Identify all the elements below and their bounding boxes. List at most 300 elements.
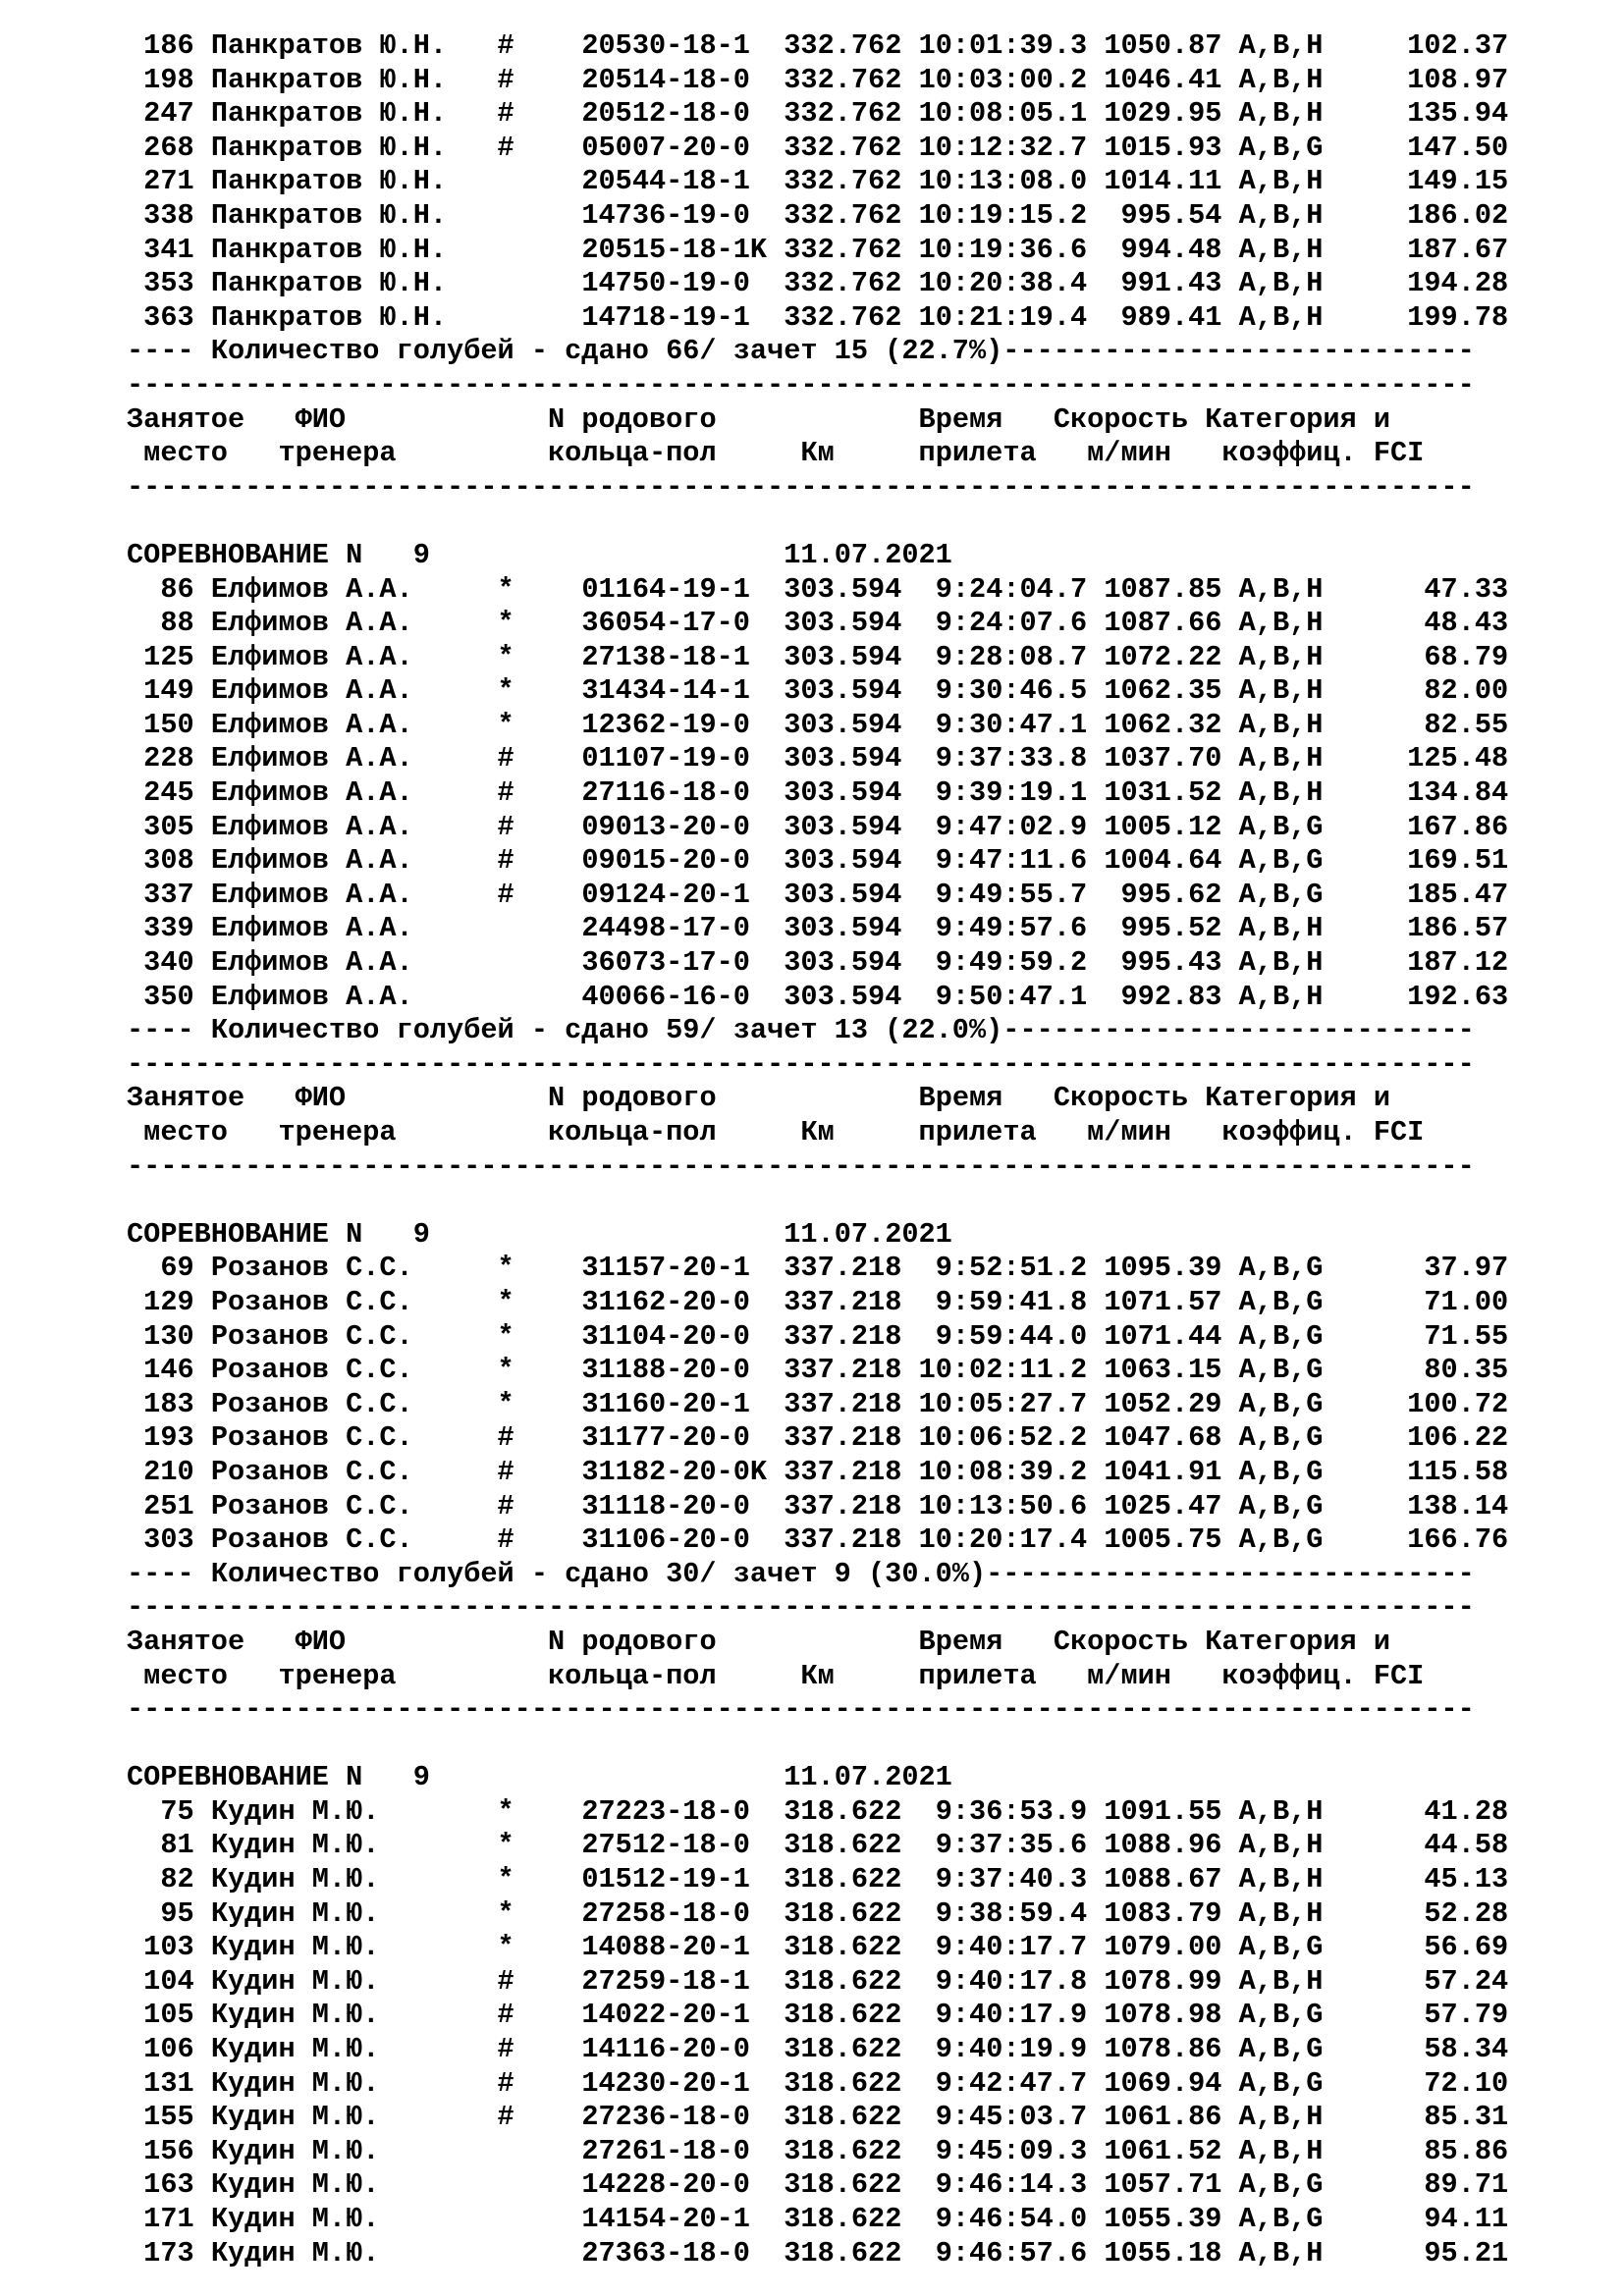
category: A,B,G: [1238, 1999, 1324, 2032]
spacer: [1087, 1320, 1104, 1353]
spacer: [1221, 2168, 1238, 2201]
mark: *: [497, 1829, 514, 1862]
ring-number: 09013-20-0: [581, 810, 768, 843]
fancier-name: Кудин М.Ю.: [210, 1829, 481, 1862]
spacer: [1087, 1490, 1104, 1522]
place: 131: [127, 2066, 194, 2100]
spacer: [514, 1320, 582, 1353]
spacer: [194, 1388, 211, 1420]
ring-number: 14088-20-1: [581, 1931, 768, 1964]
spacer: [767, 641, 784, 673]
spacer: [1323, 946, 1339, 979]
arrival-time: 9:24:04.7: [918, 572, 1088, 606]
spacer: [1087, 2168, 1104, 2201]
spacer: [480, 29, 497, 62]
spacer: [1221, 776, 1238, 809]
mark: *: [497, 708, 514, 741]
spacer: [901, 301, 918, 334]
spacer: [1087, 573, 1104, 606]
place: 149: [127, 674, 194, 708]
spacer: [514, 811, 582, 843]
spacer: [767, 811, 784, 843]
spacer: [1221, 1523, 1238, 1556]
ring-number: 36073-17-0: [581, 946, 768, 980]
arrival-time: 10:08:05.1: [918, 97, 1088, 131]
arrival-time: 10:12:32.7: [918, 131, 1088, 164]
fancier-name: Панкратов Ю.Н.: [210, 233, 481, 266]
spacer: [480, 1999, 497, 2031]
spacer: [1221, 844, 1238, 877]
spacer: [767, 1354, 784, 1386]
spacer: [514, 132, 582, 164]
spacer: [1323, 2168, 1339, 2201]
distance-km: 332.762: [784, 63, 902, 96]
place: 173: [127, 2236, 194, 2269]
spacer: [194, 1931, 211, 1963]
spacer: [1323, 811, 1339, 843]
competition-date: 11.07.2021: [784, 1217, 952, 1251]
place: 186: [127, 29, 194, 62]
spacer: [194, 776, 211, 809]
ring-number: 31118-20-0: [581, 1489, 768, 1522]
ring-number: 31106-20-0: [581, 1523, 768, 1557]
place: 339: [127, 912, 194, 945]
fci-coef: 135.94: [1339, 97, 1509, 131]
spacer: [480, 1931, 497, 1963]
fci-coef: 100.72: [1339, 1387, 1509, 1420]
speed: 1046.41: [1104, 63, 1222, 96]
spacer: [1221, 1795, 1238, 1828]
place: 106: [127, 2033, 194, 2066]
spacer: [1323, 2101, 1339, 2133]
result-row: [127, 1523, 1508, 1558]
spacer: [480, 199, 497, 232]
col-speed-heading: Скорость: [1053, 1082, 1189, 1115]
fci-coef: 199.78: [1339, 300, 1509, 334]
spacer: [194, 2168, 211, 2201]
ring-number: 31104-20-0: [581, 1319, 768, 1353]
fci-coef: 194.28: [1339, 267, 1509, 300]
result-row: [127, 1388, 1508, 1422]
result-row: [127, 1897, 1508, 1932]
spacer: [362, 1218, 412, 1251]
spacer: [901, 879, 918, 911]
spacer: [194, 2033, 211, 2065]
spacer: [194, 165, 211, 197]
mark: [498, 2168, 514, 2201]
spacer: [514, 29, 582, 62]
distance-km: 318.622: [784, 2033, 902, 2066]
col-fio-subheading: тренера: [278, 1659, 397, 1692]
spacer: [1221, 1354, 1238, 1386]
spacer: [480, 2033, 497, 2065]
col-speed-heading: Скорость: [1053, 402, 1189, 436]
speed: 1047.68: [1104, 1421, 1222, 1455]
spacer: [1323, 97, 1339, 130]
spacer: [1221, 879, 1238, 911]
col-place-heading: Занятое: [127, 402, 245, 436]
spacer: [1221, 2101, 1238, 2133]
spacer: [835, 1116, 919, 1148]
fci-coef: 134.84: [1339, 776, 1509, 810]
col-ring-subheading: кольца-пол: [548, 437, 717, 470]
spacer: [835, 1660, 919, 1692]
fci-coef: 52.28: [1339, 1896, 1509, 1930]
spacer: [346, 403, 548, 436]
spacer: [901, 2203, 918, 2235]
fancier-name: Розанов С.С.: [210, 1319, 481, 1353]
result-row: [127, 607, 1508, 641]
spacer: [362, 1761, 412, 1793]
ring-number: 31157-20-1: [581, 1252, 768, 1285]
place: 103: [127, 1931, 194, 1964]
distance-km: 318.622: [784, 2134, 902, 2167]
place: 95: [127, 1896, 194, 1930]
mark: #: [497, 131, 514, 164]
category: A,B,G: [1238, 1387, 1324, 1420]
fancier-name: Розанов С.С.: [210, 1354, 481, 1387]
result-row: [127, 234, 1508, 268]
spacer: [480, 2237, 497, 2269]
fancier-name: Кудин М.Ю.: [210, 1863, 481, 1896]
spacer: [1323, 1999, 1339, 2031]
spacer: [835, 437, 919, 469]
spacer: [1221, 1490, 1238, 1522]
spacer: [194, 811, 211, 843]
spacer: [1221, 2067, 1238, 2100]
place: 130: [127, 1319, 194, 1353]
spacer: [194, 1354, 211, 1386]
spacer: [1221, 1252, 1238, 1284]
spacer: [1323, 912, 1339, 944]
result-row: [127, 1456, 1508, 1490]
fci-coef: 47.33: [1339, 572, 1509, 606]
category: A,B,H: [1238, 2134, 1324, 2167]
ring-number: 27363-18-0: [581, 2236, 768, 2269]
category: A,B,H: [1238, 1863, 1324, 1896]
mark: *: [497, 1319, 514, 1353]
spacer: [1221, 1965, 1238, 1998]
category: A,B,H: [1238, 233, 1324, 266]
spacer: [767, 607, 784, 639]
competition-label: СОРЕВНОВАНИЕ N: [127, 538, 363, 571]
spacer: [480, 97, 497, 130]
spacer: [1221, 641, 1238, 673]
place: 308: [127, 844, 194, 878]
place: 155: [127, 2101, 194, 2134]
ring-number: 36054-17-0: [581, 607, 768, 640]
spacer: [901, 776, 918, 809]
spacer: [1221, 981, 1238, 1013]
place: 69: [127, 1252, 194, 1285]
spacer: [480, 912, 497, 944]
spacer: [514, 2203, 582, 2235]
spacer: [430, 1218, 784, 1251]
result-row: [127, 776, 1508, 811]
ring-number: 20514-18-0: [581, 63, 768, 96]
spacer: [1323, 1829, 1339, 1861]
spacer: [514, 1523, 582, 1556]
spacer: [346, 1082, 548, 1114]
spacer: [194, 742, 211, 774]
fancier-name: Елфимов А.А.: [210, 776, 481, 810]
arrival-time: 9:42:47.7: [918, 2066, 1088, 2100]
rule: --------------------------------------------------------------------------------: [127, 1693, 1475, 1727]
spacer: [194, 674, 211, 707]
result-row: [127, 2067, 1508, 2102]
spacer: [901, 1999, 918, 2031]
spacer: [194, 267, 211, 299]
speed: 1079.00: [1104, 1931, 1222, 1964]
fancier-name: Кудин М.Ю.: [210, 2033, 481, 2066]
spacer: [244, 1626, 295, 1658]
ring-number: 31182-20-0K: [581, 1455, 768, 1488]
spacer: [767, 674, 784, 707]
arrival-time: 9:50:47.1: [918, 980, 1088, 1013]
spacer: [767, 2203, 784, 2235]
col-cat-subheading: коэффиц. FCI: [1221, 1116, 1425, 1148]
spacer: [901, 234, 918, 266]
ring-number: 27258-18-0: [581, 1896, 768, 1930]
spacer: [767, 1999, 784, 2031]
spacer: [1087, 1421, 1104, 1454]
spacer: [1087, 811, 1104, 843]
spacer: [194, 912, 211, 944]
arrival-time: 9:40:17.8: [918, 1964, 1088, 1998]
mark: #: [497, 878, 514, 911]
spacer: [1221, 1931, 1238, 1963]
mark: [498, 981, 514, 1013]
fancier-name: Панкратов Ю.Н.: [210, 131, 481, 164]
spacer: [901, 2067, 918, 2100]
arrival-time: 9:30:47.1: [918, 708, 1088, 741]
arrival-time: 10:20:17.4: [918, 1523, 1088, 1557]
blank-line: [127, 1728, 1508, 1762]
spacer: [1002, 1082, 1053, 1114]
spacer: [767, 1965, 784, 1998]
spacer: [127, 1660, 143, 1692]
spacer: [194, 1523, 211, 1556]
ring-number: 40066-16-0: [581, 980, 768, 1013]
col-time-heading: Время: [918, 1625, 1003, 1658]
spacer: [767, 132, 784, 164]
speed: 1078.86: [1104, 2033, 1222, 2066]
spacer: [362, 539, 412, 571]
spacer: [1087, 2033, 1104, 2065]
spacer: [767, 981, 784, 1013]
mark: #: [497, 776, 514, 810]
col-cat-heading: Категория и: [1205, 402, 1391, 436]
col-place-subheading: место: [143, 1659, 228, 1692]
spacer: [228, 1116, 278, 1148]
fci-coef: 71.00: [1339, 1285, 1509, 1318]
rule: --------------------------------------------------------------------------------: [127, 368, 1475, 401]
speed: 1083.79: [1104, 1896, 1222, 1930]
spacer: [514, 165, 582, 197]
fci-coef: 169.51: [1339, 844, 1509, 878]
speed: 1072.22: [1104, 640, 1222, 673]
spacer: [1087, 607, 1104, 639]
distance-km: 318.622: [784, 2066, 902, 2100]
ring-number: 27512-18-0: [581, 1829, 768, 1862]
fci-coef: 115.58: [1339, 1455, 1509, 1488]
spacer: [1323, 1523, 1339, 1556]
place: 305: [127, 810, 194, 843]
distance-km: 303.594: [784, 708, 902, 741]
spacer: [194, 1965, 211, 1998]
ring-number: 01164-19-1: [581, 572, 768, 606]
speed: 1071.44: [1104, 1319, 1222, 1353]
result-row: [127, 1354, 1508, 1388]
mark: #: [497, 810, 514, 843]
spacer: [480, 2168, 497, 2201]
spacer: [1221, 97, 1238, 130]
distance-km: 337.218: [784, 1489, 902, 1522]
ring-number: 14154-20-1: [581, 2203, 768, 2235]
competition-date: 11.07.2021: [784, 538, 952, 571]
mark: *: [497, 572, 514, 606]
spacer: [1087, 641, 1104, 673]
spacer: [480, 742, 497, 774]
spacer: [1323, 267, 1339, 299]
distance-km: 337.218: [784, 1319, 902, 1353]
fci-coef: 56.69: [1339, 1931, 1509, 1964]
place: 146: [127, 1354, 194, 1387]
place: 247: [127, 97, 194, 131]
competition-line: [127, 539, 1508, 573]
ring-number: 14228-20-0: [581, 2168, 768, 2202]
ring-number: 01107-19-0: [581, 742, 768, 775]
spacer: [480, 1795, 497, 1828]
ring-number: 14718-19-1: [581, 300, 768, 334]
spacer: [194, 946, 211, 979]
fci-coef: 82.00: [1339, 674, 1509, 708]
spacer: [514, 607, 582, 639]
distance-km: 318.622: [784, 1794, 902, 1828]
arrival-time: 9:46:14.3: [918, 2168, 1088, 2202]
spacer: [1323, 1252, 1339, 1284]
speed: 1088.67: [1104, 1863, 1222, 1896]
spacer: [1087, 301, 1104, 334]
spacer: [480, 1829, 497, 1861]
speed: 1063.15: [1104, 1354, 1222, 1387]
distance-km: 337.218: [784, 1455, 902, 1488]
competition-label: СОРЕВНОВАНИЕ N: [127, 1217, 363, 1251]
fci-coef: 94.11: [1339, 2203, 1509, 2235]
result-row: [127, 1490, 1508, 1524]
distance-km: 318.622: [784, 1829, 902, 1862]
spacer: [717, 437, 801, 469]
fancier-name: Елфимов А.А.: [210, 946, 481, 980]
mark: #: [497, 742, 514, 775]
col-cat-heading: Категория и: [1205, 1625, 1391, 1658]
spacer: [1087, 234, 1104, 266]
fancier-name: Панкратов Ю.Н.: [210, 300, 481, 334]
spacer: [480, 776, 497, 809]
col-speed-subheading: м/мин: [1087, 1659, 1171, 1692]
distance-km: 337.218: [784, 1387, 902, 1420]
spacer: [1087, 1931, 1104, 1963]
spacer: [244, 1082, 295, 1114]
spacer: [514, 2101, 582, 2133]
arrival-time: 9:45:03.7: [918, 2101, 1088, 2134]
spacer: ----: [127, 1014, 211, 1047]
category: A,B,G: [1238, 1354, 1324, 1387]
spacer: [346, 1626, 548, 1658]
distance-km: 303.594: [784, 878, 902, 911]
spacer: [1087, 912, 1104, 944]
header-rule: [127, 1591, 1508, 1626]
spacer: [194, 607, 211, 639]
arrival-time: 9:37:33.8: [918, 742, 1088, 775]
spacer: [1221, 267, 1238, 299]
spacer: [767, 199, 784, 232]
rule: --------------------------------------------------------------------------------: [127, 1149, 1475, 1183]
fancier-name: Кудин М.Ю.: [210, 2168, 481, 2202]
spacer: [767, 709, 784, 741]
result-row: [127, 879, 1508, 913]
spacer: [1221, 132, 1238, 164]
fci-coef: 58.34: [1339, 2033, 1509, 2066]
distance-km: 337.218: [784, 1523, 902, 1557]
fci-coef: 85.86: [1339, 2134, 1509, 2167]
summary-line: [127, 1558, 1508, 1592]
spacer: [901, 1523, 918, 1556]
spacer: [480, 2067, 497, 2100]
spacer: [514, 1252, 582, 1284]
ring-number: 27236-18-0: [581, 2101, 768, 2134]
result-row: [127, 267, 1508, 301]
spacer: [767, 165, 784, 197]
fancier-name: Елфимов А.А.: [210, 640, 481, 673]
spacer: [767, 1863, 784, 1896]
place: 104: [127, 1964, 194, 1998]
place: 350: [127, 980, 194, 1013]
spacer: [901, 1320, 918, 1353]
mark: [498, 199, 514, 232]
mark: *: [497, 1387, 514, 1420]
ring-number: 05007-20-0: [581, 131, 768, 164]
distance-km: 332.762: [784, 131, 902, 164]
spacer: [194, 234, 211, 266]
spacer: [1323, 879, 1339, 911]
fancier-name: Кудин М.Ю.: [210, 2066, 481, 2100]
fci-coef: 48.43: [1339, 607, 1509, 640]
spacer: [767, 2033, 784, 2065]
distance-km: 303.594: [784, 607, 902, 640]
fci-coef: 68.79: [1339, 640, 1509, 673]
result-row: [127, 199, 1508, 234]
speed: 1091.55: [1104, 1794, 1222, 1828]
fancier-name: Кудин М.Ю.: [210, 2134, 481, 2167]
category: A,B,H: [1238, 674, 1324, 708]
spacer: [480, 844, 497, 877]
spacer: [901, 1354, 918, 1386]
rule: --------------------------------------------------------------------------------: [127, 470, 1475, 504]
spacer: [194, 301, 211, 334]
spacer: [194, 844, 211, 877]
fci-coef: 186.02: [1339, 198, 1509, 232]
header-row-2: [127, 437, 1508, 471]
spacer: [901, 1795, 918, 1828]
mark: #: [497, 29, 514, 62]
spacer: [1323, 301, 1339, 334]
spacer: [514, 1863, 582, 1896]
speed: 1041.91: [1104, 1455, 1222, 1488]
spacer: [901, 1490, 918, 1522]
spacer: [244, 403, 295, 436]
speed: 1055.18: [1104, 2236, 1222, 2269]
